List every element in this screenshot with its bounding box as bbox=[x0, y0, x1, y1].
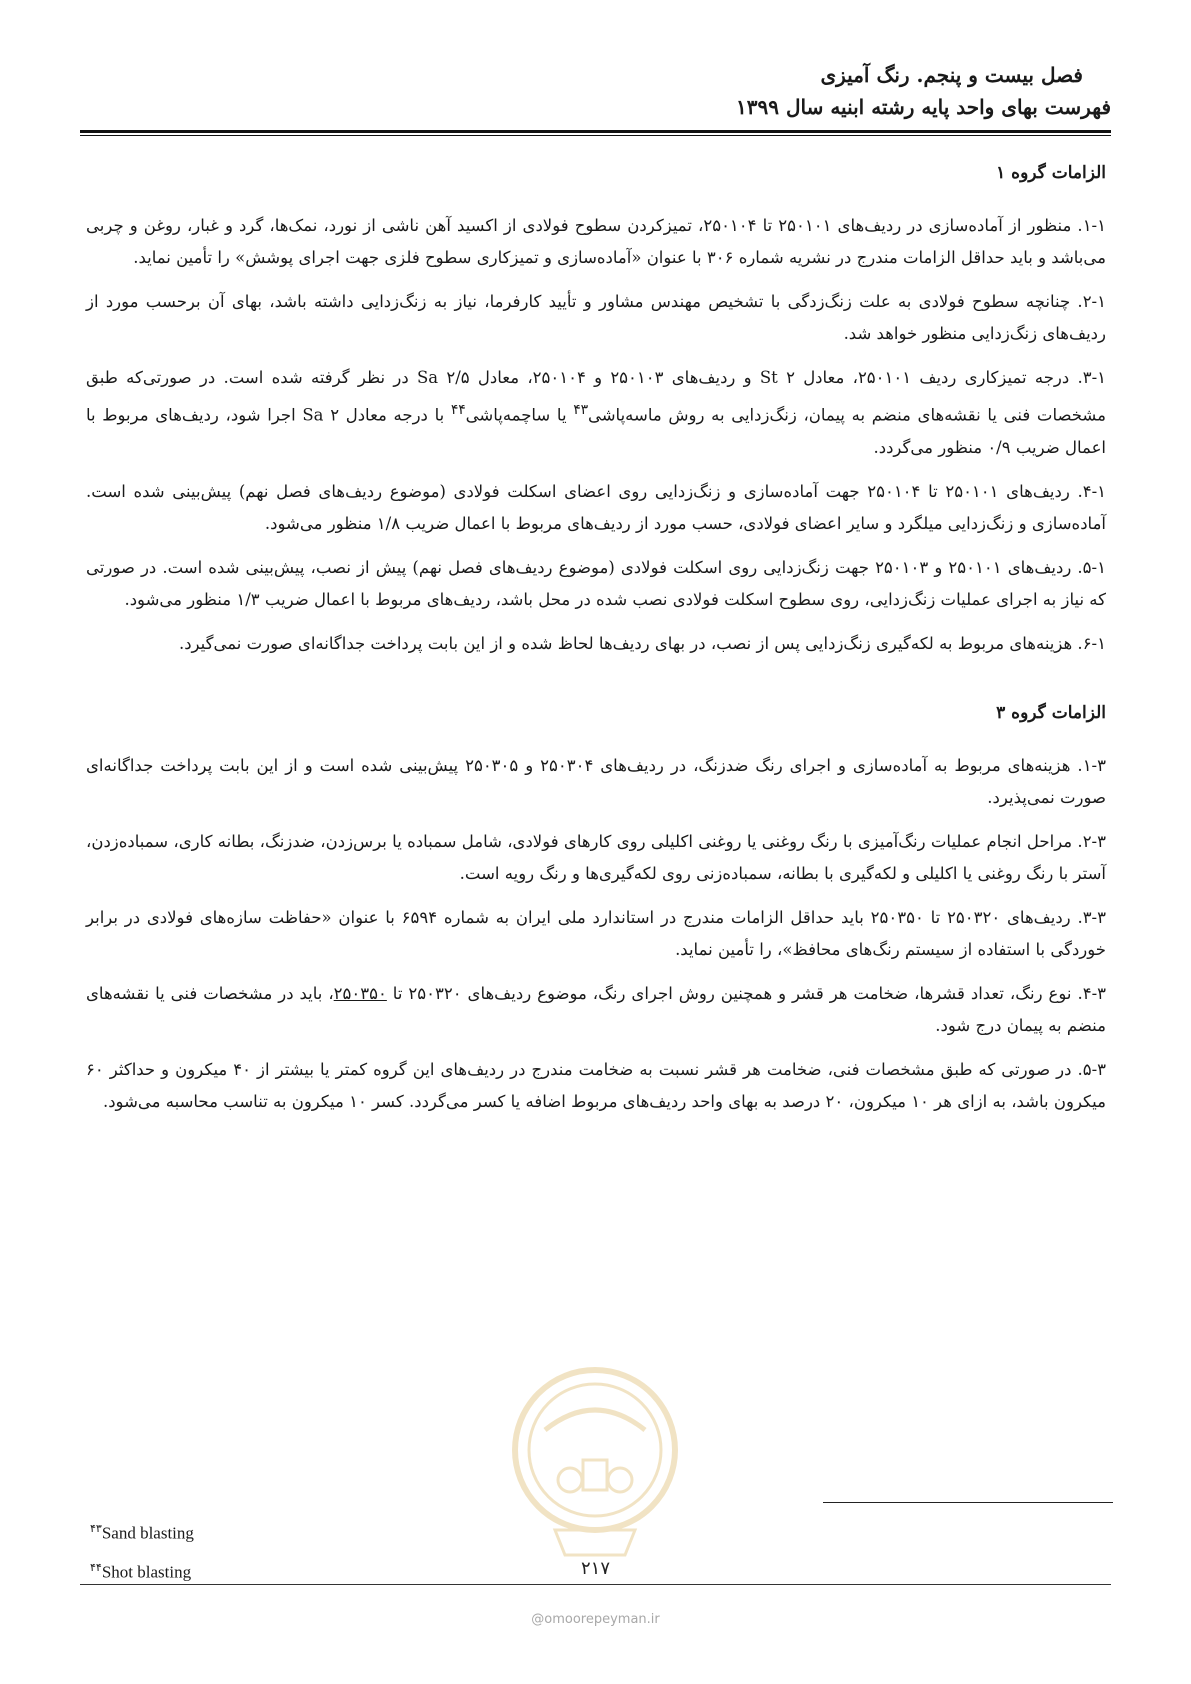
group3-paragraph-5: ۵-۳. در صورتی که طبق مشخصات فنی، ضخامت هر قشر نسبت به ضخامت مندرج در ردیف‌های این گروه کمتر یا بیشتر از ۴۰ میکرون و حداکثر ۶۰ میکرون باشد، به ازای هر ۱۰ میکرون، ۲۰ درصد به بهای واحد ردیف‌های مربوط اضافه یا کسر می‌گردد. کسر ۱۰ میکرون به تناسب محاسبه می‌شود. bbox=[86, 1059, 1107, 1111]
group3-paragraph-4 bbox=[86, 978, 1106, 1042]
footnote-text: Sand blasting bbox=[101, 1523, 194, 1543]
group1-paragraph-3 bbox=[86, 362, 1106, 464]
document-subtitle: فهرست بهای واحد پایه رشته ابنیه سال ۱۳۹۹ bbox=[736, 95, 1111, 119]
group1-heading: الزامات گروه ۱ bbox=[996, 163, 1106, 183]
group3-paragraph-1: ۱-۳. هزینه‌های مربوط به آماده‌سازی و اجرای رنگ ضدزنگ، در ردیف‌های ۲۵۰۳۰۴ و ۲۵۰۳۰۵ پیش‌بینی شده است و از این بابت پرداخت جداگانه‌ای صورت نمی‌پذیرد. bbox=[86, 755, 1106, 807]
chapter-title: فصل بیست و پنجم. رنگ آمیزی bbox=[820, 63, 1083, 87]
group1-paragraph-4: ۴-۱. ردیف‌های ۲۵۰۱۰۱ تا ۲۵۰۱۰۴ جهت آماده‌سازی و زنگ‌زدایی روی اعضای اسکلت فولادی (موضوع ردیف‌های فصل نهم) پیش‌بینی شده است. آماده‌سازی و زنگ‌زدایی میلگرد و سایر اعضای فولادی، حسب مورد از ردیف‌های مربوط با اعمال ضریب ۱/۸ منظور می‌شود. bbox=[86, 481, 1107, 533]
group1-p3-part-a: ۳-۱. درجه تمیزکاری ردیف ۲۵۰۱۰۱، معادل ۲ St و ردیف‌های ۲۵۰۱۰۳ و ۲۵۰۱۰۴، معادل ۲/۵ Sa در نظر گرفته شده است. در صورتی‌که طبق مشخصات فنی یا نقشه‌های منضم به پیمان، زنگ‌زدایی به روش ماسه‌پاشی bbox=[86, 368, 1107, 425]
group3-paragraph-3: ۳-۳. ردیف‌های ۲۵۰۳۲۰ تا ۲۵۰۳۵۰ باید حداقل الزامات مندرج در استاندارد ملی ایران به شماره ۶۵۹۴ با عنوان «حفاظت سازه‌های فولادی در برابر خوردگی با استفاده از سیستم رنگ‌های محافظ»، را تأمین نماید. bbox=[86, 907, 1106, 959]
footnote-43 bbox=[90, 1512, 194, 1551]
group3-p4-underlined: ۲۵۰۳۵۰ bbox=[333, 983, 387, 1003]
footnote-divider bbox=[823, 1502, 1113, 1503]
page-number: ۲۱۷ bbox=[580, 1558, 610, 1579]
group1-p3-part-c: با درجه معادل ۲ Sa اجرا شود، ردیف‌های مربوط با اعمال ضریب ۰/۹ منظور می‌گردد. bbox=[86, 405, 1106, 457]
website-watermark: @omoorepeyman.ir bbox=[531, 1612, 660, 1627]
main-content bbox=[86, 158, 1106, 1130]
group3-p4-part-b: ، باید در مشخصات فنی یا نقشه‌های منضم به پیمان درج شود. bbox=[86, 983, 1106, 1035]
header-rule-thin bbox=[80, 135, 1111, 136]
header-rule-thick bbox=[80, 130, 1111, 133]
footnote-mark: ۴۳ bbox=[90, 1523, 102, 1535]
footnote-mark: ۴۴ bbox=[90, 1561, 102, 1574]
group1-paragraph-6: ۶-۱. هزینه‌های مربوط به لکه‌گیری زنگ‌زدایی پس از نصب، در بهای ردیف‌ها لحاظ شده و از این بابت پرداخت جداگانه‌ای صورت نمی‌گیرد. bbox=[178, 633, 1106, 653]
group1-paragraph-5: ۵-۱. ردیف‌های ۲۵۰۱۰۱ و ۲۵۰۱۰۳ جهت زنگ‌زدایی روی اسکلت فولادی (موضوع ردیف‌های فصل نهم) پیش از نصب، پیش‌بینی شده است. در صورتی که نیاز به اجرای عملیات زنگ‌زدایی، روی سطوح اسکلت فولادی نصب شده در محل باشد، ردیف‌های مربوط با اعمال ضریب ۱/۳ منظور می‌شود. bbox=[86, 557, 1106, 609]
footnote-ref-44[interactable]: ۴۴ bbox=[450, 402, 466, 418]
group3-p4-part-a: ۴-۳. نوع رنگ، تعداد قشرها، ضخامت هر قشر و همچنین روش اجرای رنگ، موضوع ردیف‌های ۲۵۰۳۲۰ تا bbox=[386, 983, 1107, 1003]
group1-paragraph-1: ۱-۱. منظور از آماده‌سازی در ردیف‌های ۲۵۰۱۰۱ تا ۲۵۰۱۰۴، تمیزکردن سطوح فولادی از اکسید آهن ناشی از نورد، نمک‌ها، گرد و غبار، روغن و چربی می‌باشد و باید حداقل الزامات مندرج در نشریه شماره ۳۰۶ با عنوان «آماده‌سازی و تمیزکاری سطوح فلزی جهت اجرای پوشش» را تأمین نماید. bbox=[86, 216, 1106, 267]
footnote-ref-43[interactable]: ۴۳ bbox=[573, 402, 588, 418]
group1-paragraph-2: ۲-۱. چنانچه سطوح فولادی به علت زنگ‌زدگی با تشخیص مهندس مشاور و تأیید کارفرما، نیاز به زنگ‌زدایی داشته باشد، بهای آن برحسب مورد از ردیف‌های زنگ‌زدایی منظور خواهد شد. bbox=[86, 292, 1106, 343]
footer-rule bbox=[80, 1584, 1111, 1585]
group1-p3-part-b: یا ساچمه‌پاشی bbox=[465, 405, 574, 425]
group3-heading: الزامات گروه ۳ bbox=[996, 702, 1106, 723]
page-header bbox=[80, 60, 1111, 124]
group3-paragraph-2: ۲-۳. مراحل انجام عملیات رنگ‌آمیزی با رنگ روغنی یا روغنی اکلیلی روی کارهای فولادی، شامل سمباده یا برس‌زدن، ضدزنگ، بطانه کاری، سمباده‌زدن، آستر با رنگ روغنی یا اکلیلی و لکه‌گیری با بطانه، سمباده‌زنی روی لکه‌گیری‌ها و رنگ رویه است. bbox=[86, 831, 1106, 883]
footnote-text: Shot blasting bbox=[101, 1562, 192, 1582]
watermark-logo-icon bbox=[505, 1360, 685, 1560]
